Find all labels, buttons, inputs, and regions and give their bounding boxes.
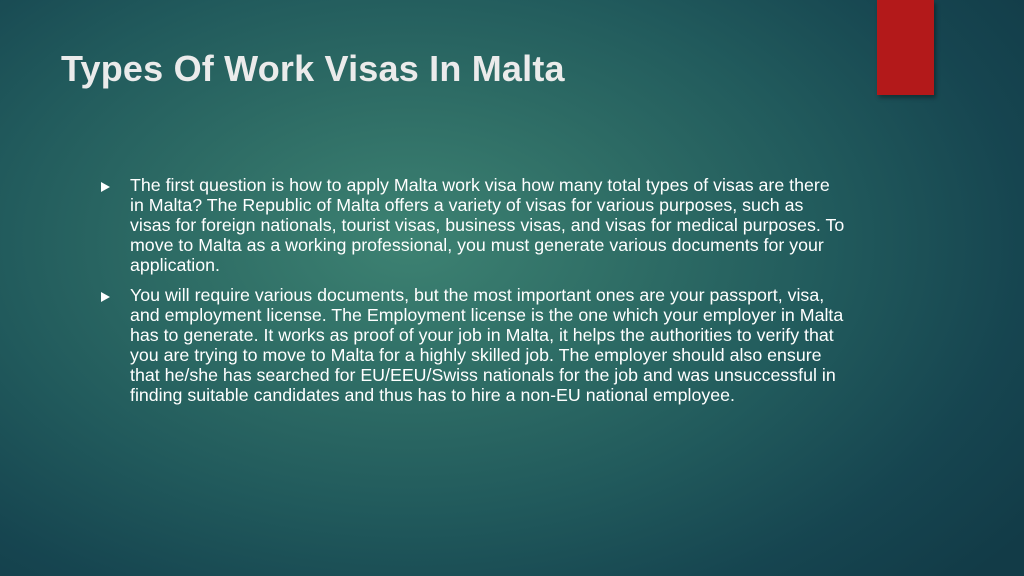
bullet-text: You will require various documents, but the most important ones are your passport, visa, and employment license. The Employment license is the one which your employer in Malta has to generate. It works as proof of your job in Malta, it helps the authorities to verify that you are trying to move to Malta for a highly skilled job. The employer should also ensure that he/she has searched for EU/EEU/Swiss nationals for the job and was unsuccessful in finding suitable candidates and thus has to hire a non-EU national employee. [130, 285, 844, 405]
bullet-item [100, 286, 845, 406]
bullet-item [100, 176, 845, 276]
triangle-right-icon [101, 292, 110, 302]
accent-bar [877, 0, 934, 95]
bullet-text: The first question is how to apply Malta work visa how many total types of visas are there in Malta? The Republic of Malta offers a variety of visas for various purposes, such as visas for foreign nationals, tourist visas, business visas, and visas for medical purposes. To move to Malta as a working professional, you must generate various documents for your application. [130, 175, 845, 275]
bullet-list [100, 176, 845, 416]
slide-title: Types Of Work Visas In Malta [61, 48, 565, 89]
triangle-right-icon [101, 182, 110, 192]
